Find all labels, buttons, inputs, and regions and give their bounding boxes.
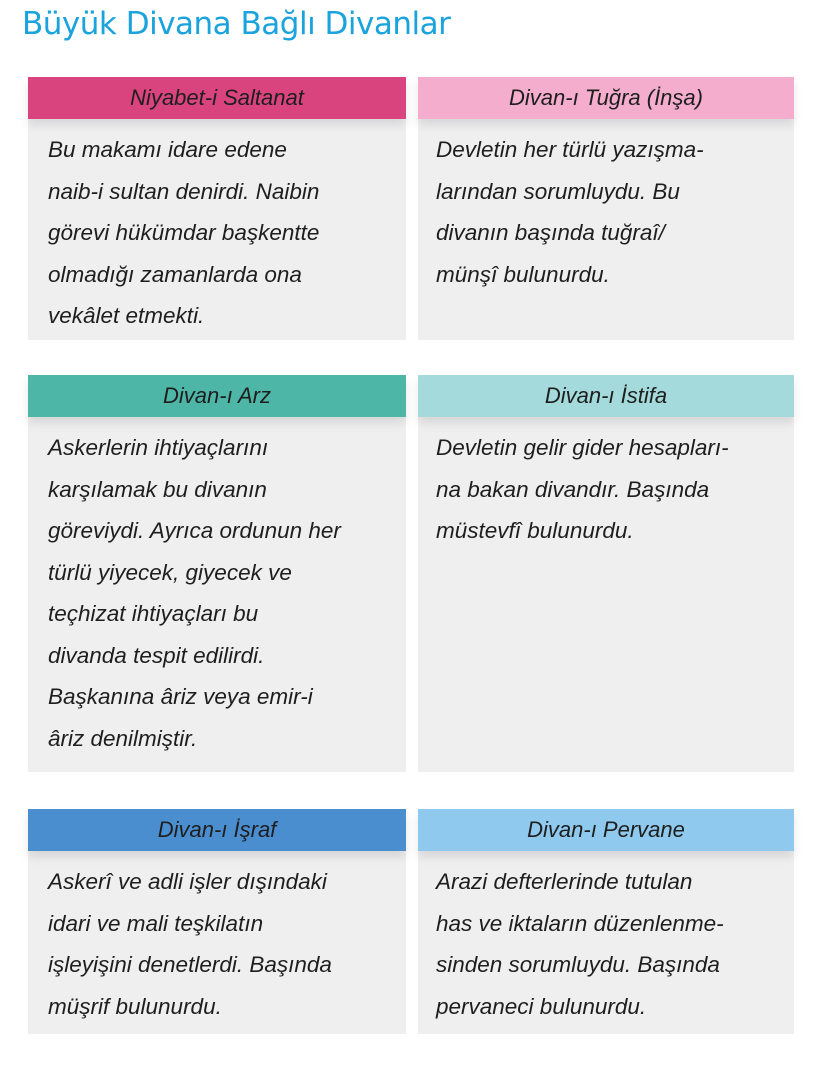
text-line: işleyişini denetlerdi. Başında <box>48 952 332 977</box>
text-line: teçhizat ihtiyaçları bu <box>48 601 259 626</box>
text-line: pervaneci bulunurdu. <box>436 993 647 1019</box>
card-header: Divan-ı Pervane <box>418 809 794 851</box>
text-line: Askerî ve adli işler dışındaki <box>48 869 327 894</box>
text-line: göreviydi. Ayrıca ordunun her <box>48 518 341 543</box>
text-line: Askerlerin ihtiyaçlarını <box>48 435 269 460</box>
text-line: divanda tespit edilirdi. <box>48 642 265 668</box>
card-header: Divan-ı Tuğra (İnşa) <box>418 77 794 119</box>
text-line: has ve iktaların düzenlenme- <box>436 910 724 936</box>
text-line: münşî bulunurdu. <box>436 261 610 287</box>
card-divan-i-israf <box>28 809 406 1034</box>
text-line: larından sorumluydu. Bu <box>436 178 680 204</box>
page-title: Büyük Divana Bağlı Divanlar <box>22 6 451 42</box>
card-niyabet-i-saltanat <box>28 77 406 340</box>
text-line: Arazi defterlerinde tutulan <box>436 869 693 894</box>
text-line: sinden sorumluydu. Başında <box>436 952 720 977</box>
card-text <box>28 417 406 759</box>
card-divan-i-pervane <box>418 809 794 1034</box>
card-divan-i-istifa <box>418 375 794 772</box>
text-line: naib-i sultan denirdi. Naibin <box>48 178 320 204</box>
text-line: Devletin gelir gider hesapları- <box>436 435 729 460</box>
text-line: Başkanına âriz veya emir-i <box>48 684 313 709</box>
text-line: Devletin her türlü yazışma- <box>436 137 704 162</box>
card-header: Divan-ı İşraf <box>28 809 406 851</box>
text-line: olmadığı zamanlarda ona <box>48 261 302 287</box>
text-line: vekâlet etmekti. <box>48 303 205 328</box>
text-line: müşrif bulunurdu. <box>48 993 222 1019</box>
card-divan-i-tugra <box>418 77 794 340</box>
text-line: âriz denilmiştir. <box>48 725 198 751</box>
card-divan-i-arz <box>28 375 406 772</box>
text-line: görevi hükümdar başkentte <box>48 220 320 245</box>
card-header: Divan-ı Arz <box>28 375 406 417</box>
card-text <box>418 119 794 295</box>
text-line: idari ve mali teşkilatın <box>48 910 264 936</box>
text-line: divanın başında tuğraî/ <box>436 220 665 245</box>
text-line: na bakan divandır. Başında <box>436 476 710 502</box>
card-text <box>418 851 794 1027</box>
text-line: Bu makamı idare edene <box>48 137 287 162</box>
card-text <box>418 417 794 552</box>
text-line: türlü yiyecek, giyecek ve <box>48 559 292 585</box>
card-text <box>28 851 406 1027</box>
text-line: karşılamak bu divanın <box>48 476 267 502</box>
card-header: Niyabet-i Saltanat <box>28 77 406 119</box>
card-header: Divan-ı İstifa <box>418 375 794 417</box>
text-line: müstevfî bulunurdu. <box>436 518 634 543</box>
card-text <box>28 119 406 337</box>
